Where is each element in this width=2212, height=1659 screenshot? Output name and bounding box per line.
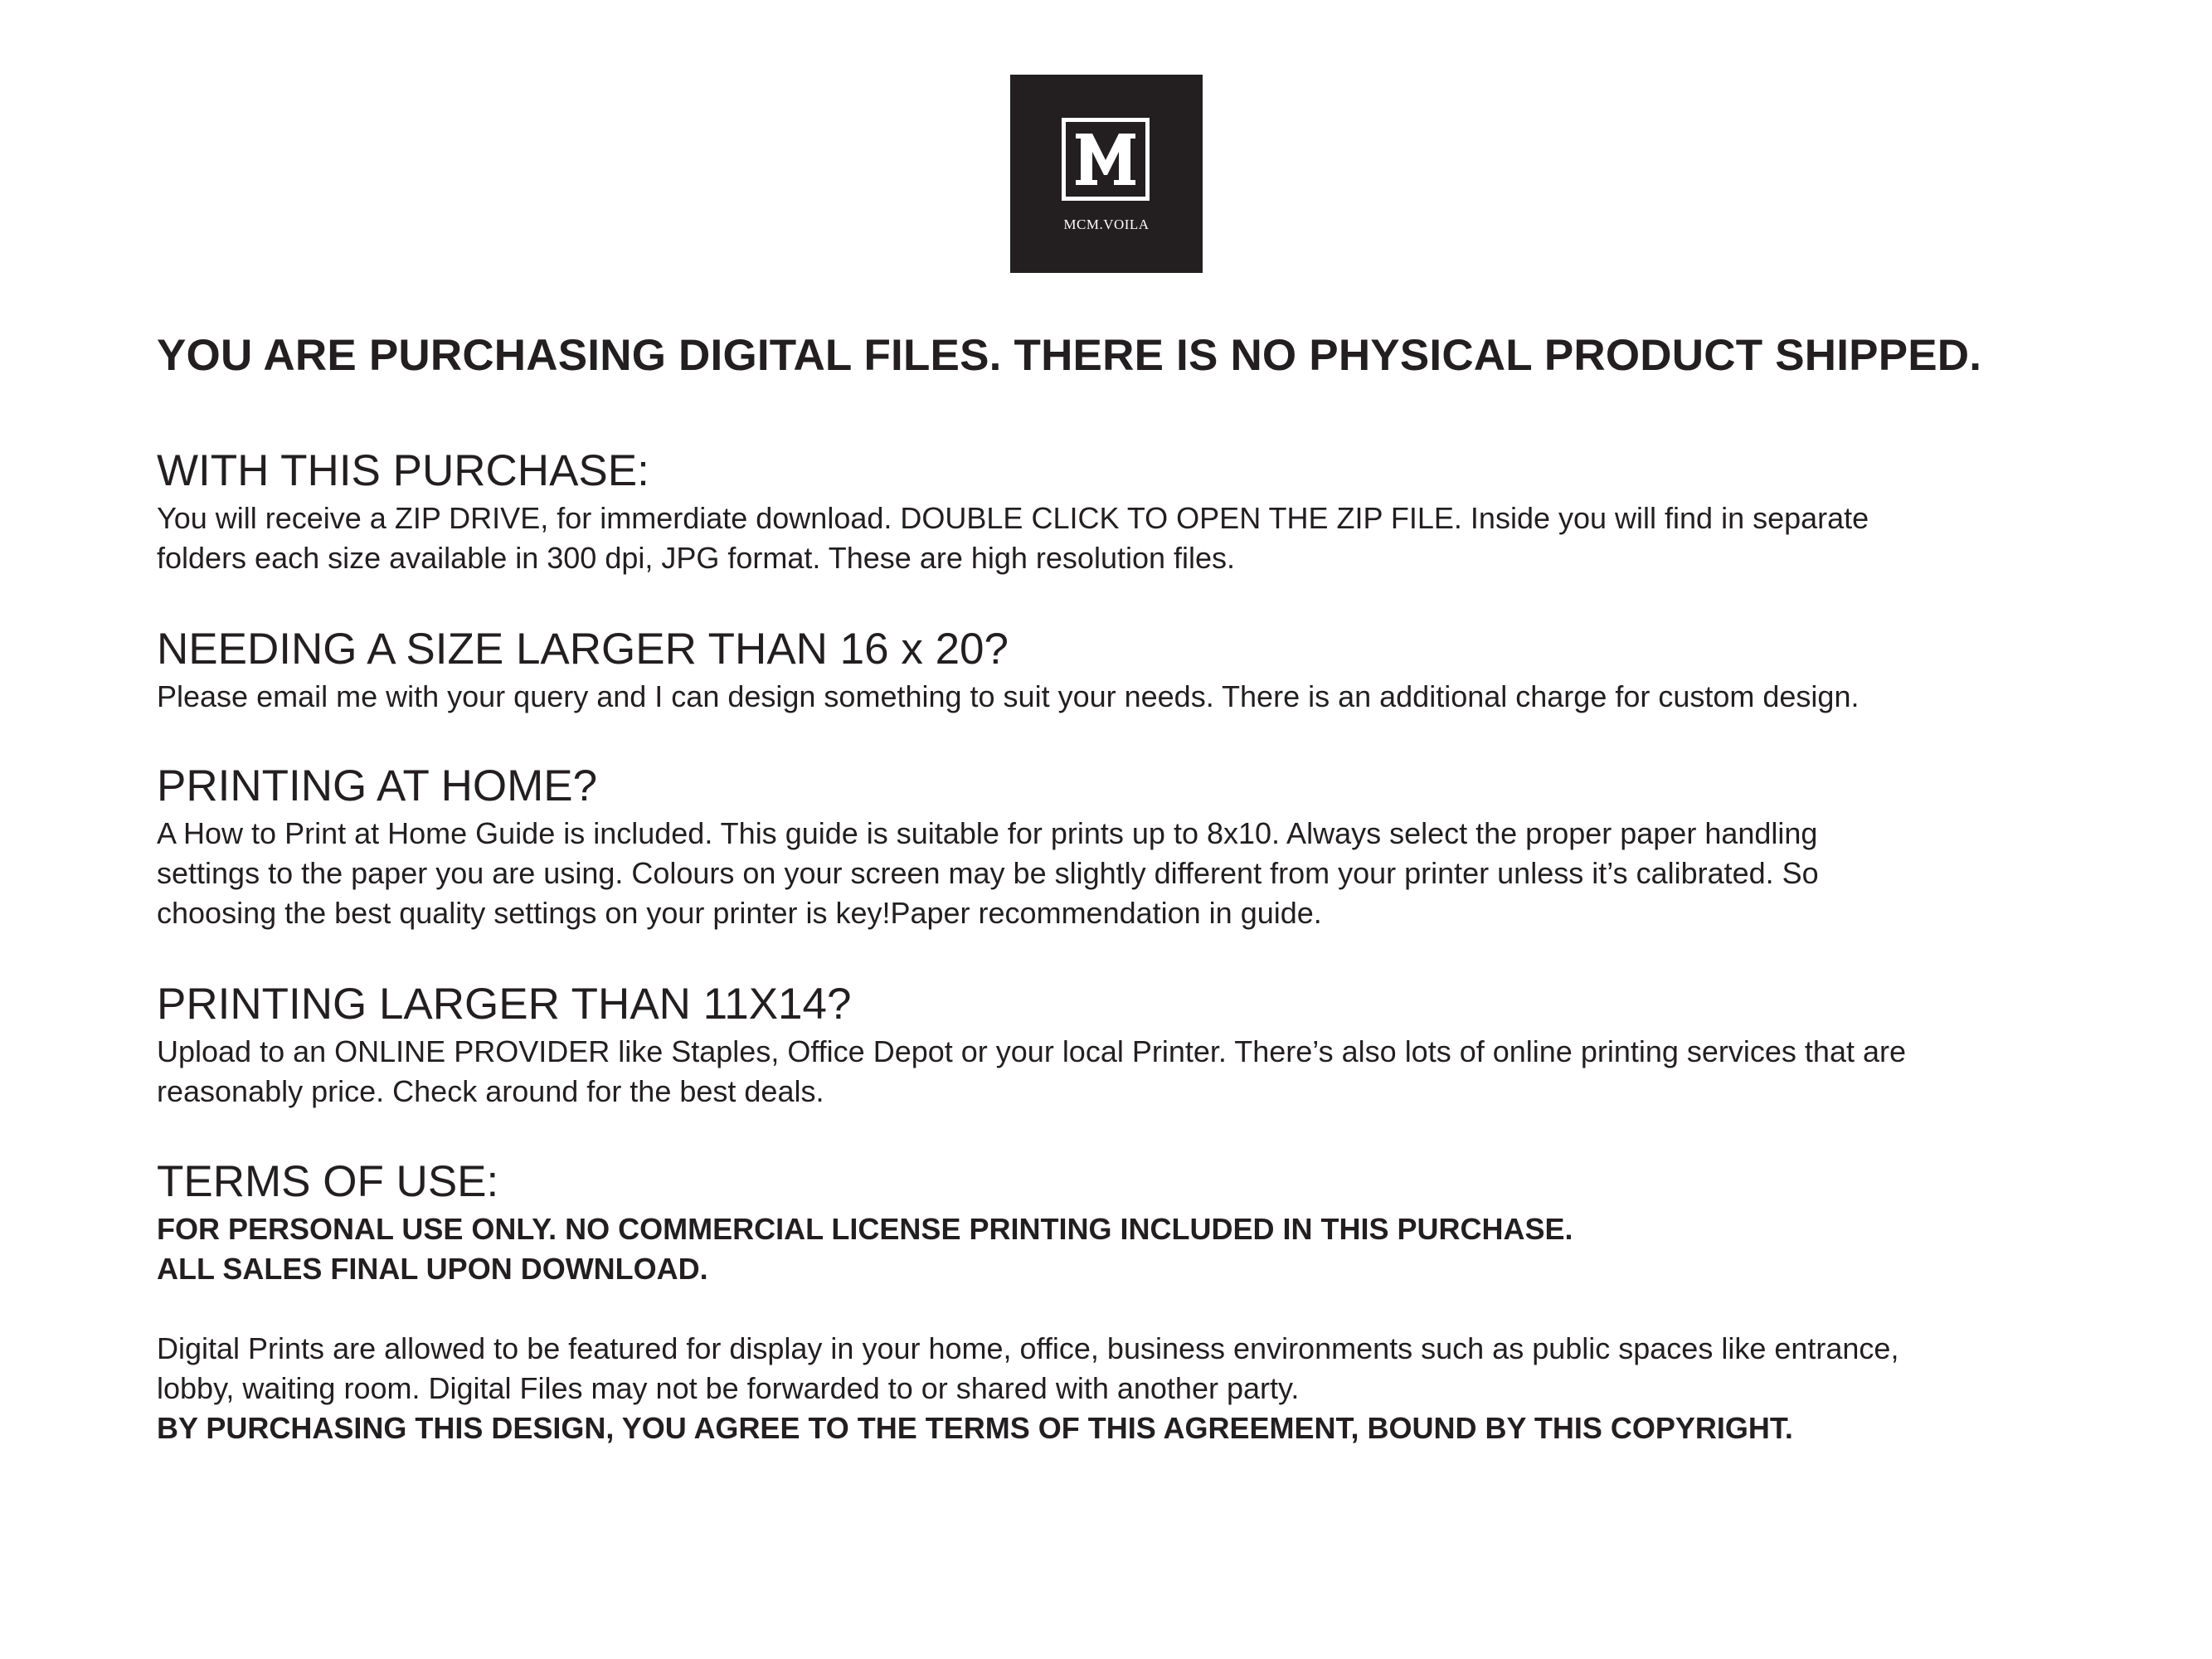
paragraph-line: folders each size available in 300 dpi, JPG format. These are high resolution files.: [157, 541, 1236, 575]
section-larger-size: [157, 622, 2114, 717]
brand-logo: [1010, 75, 1203, 273]
paragraph-line: Digital Prints are allowed to be featured for display in your home, office, business environments such as public spaces like entrance,: [157, 1331, 1899, 1365]
paragraph-line: reasonably price. Check around for the best deals.: [157, 1074, 824, 1108]
paragraph-line: Upload to an ONLINE PROVIDER like Staples, Office Depot or your local Printer. There’s also lots of online printing services that are: [157, 1034, 1907, 1068]
paragraph-line: settings to the paper you are using. Colours on your screen may be slightly different from your printer unless it’s calibrated. So: [157, 856, 1819, 890]
paragraph-line: Please email me with your query and I can design something to suit your needs. There is an additional charge for custom design.: [157, 679, 1860, 713]
terms-bold-line: FOR PERSONAL USE ONLY. NO COMMERCIAL LICENSE PRINTING INCLUDED IN THIS PURCHASE.: [157, 1212, 1573, 1246]
section-with-this-purchase: [157, 444, 2114, 578]
section-terms-of-use: [157, 1155, 2114, 1448]
paragraph-line: You will receive a ZIP DRIVE, for immerdiate download. DOUBLE CLICK TO OPEN THE ZIP FILE. Inside you will find in separate: [157, 501, 1869, 535]
logo-m-icon: [1066, 122, 1145, 197]
terms-bold-line: ALL SALES FINAL UPON DOWNLOAD.: [157, 1252, 708, 1286]
terms-agreement-line: BY PURCHASING THIS DESIGN, YOU AGREE TO THE TERMS OF THIS AGREEMENT, BOUND BY THIS COPYRIGHT.: [157, 1411, 1793, 1445]
section-heading: NEEDING A SIZE LARGER THAN 16 x 20?: [157, 625, 1009, 674]
spacer: [157, 1289, 2114, 1329]
section-printing-larger: [157, 977, 2114, 1112]
section-heading: PRINTING AT HOME?: [157, 761, 598, 810]
logo-wordmark: MCM.VOILA: [1063, 216, 1150, 232]
paragraph-line: lobby, waiting room. Digital Files may not be forwarded to or shared with another party.: [157, 1371, 1300, 1405]
section-heading: TERMS OF USE:: [157, 1157, 499, 1206]
section-heading: WITH THIS PURCHASE:: [157, 446, 649, 495]
section-heading: PRINTING LARGER THAN 11X14?: [157, 980, 852, 1029]
page-title: YOU ARE PURCHASING DIGITAL FILES. THERE IS NO PHYSICAL PRODUCT SHIPPED.: [157, 331, 1982, 380]
paragraph-line: choosing the best quality settings on your printer is key!Paper recommendation in guide.: [157, 896, 1322, 930]
section-printing-at-home: [157, 759, 2114, 933]
logo-frame: [1062, 118, 1150, 201]
paragraph-line: A How to Print at Home Guide is included. This guide is suitable for prints up to 8x10. Always select the proper paper handling: [157, 816, 1818, 850]
